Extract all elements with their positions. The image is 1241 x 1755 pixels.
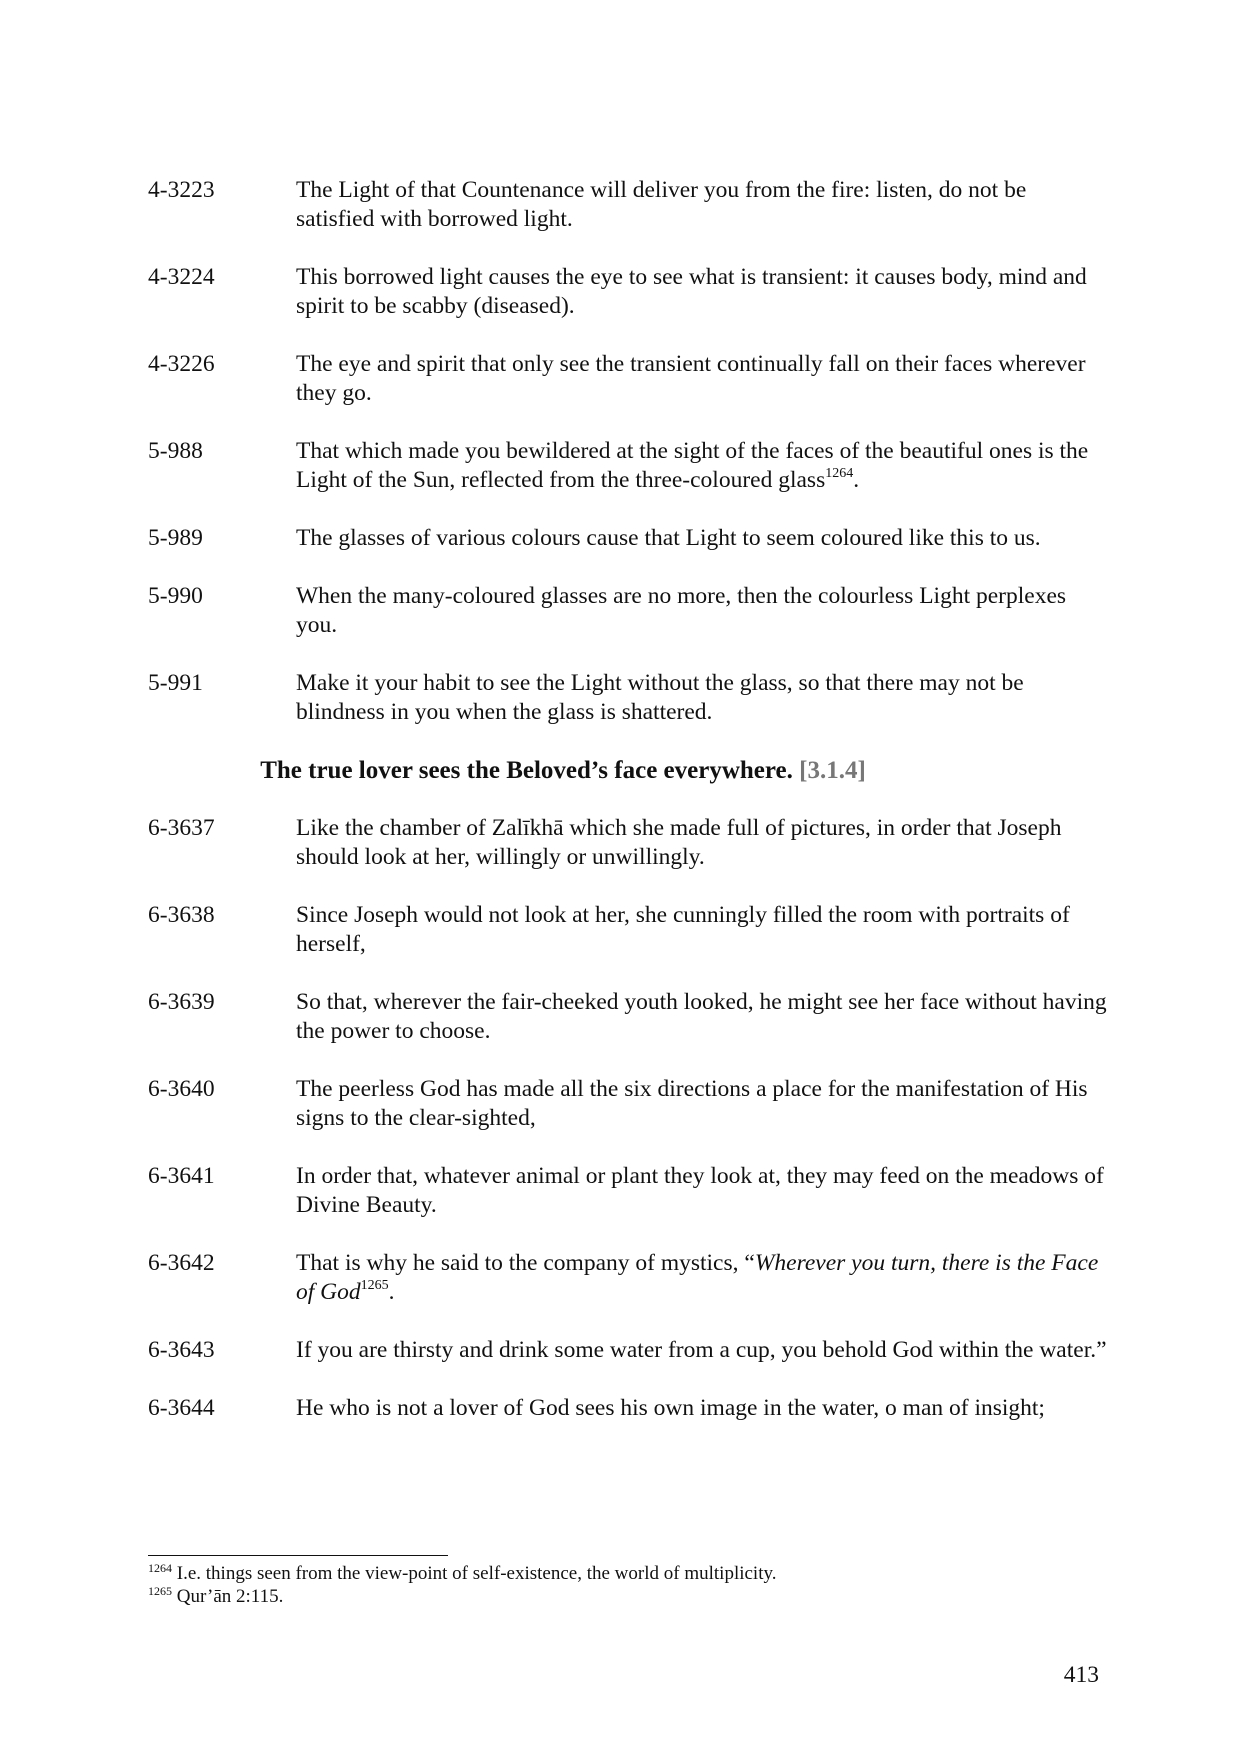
section-heading-title: The true lover sees the Beloved’s face everywhere. <box>260 757 793 784</box>
footnote-text: Qur’ān 2:115. <box>176 1586 284 1607</box>
verse-row <box>148 669 1108 727</box>
footnote-divider <box>148 1555 448 1556</box>
verse-row <box>148 1162 1108 1220</box>
verse-text-main: That which made you bewildered at the sight of the faces of the beautiful ones is the Light of the Sun, reflected from the three-coloured glass <box>296 438 1089 493</box>
verse-text: Make it your habit to see the Light without the glass, so that there may not be blindness in you when the glass is shattered. <box>296 670 1024 725</box>
footnote-number: 1264 <box>148 1561 172 1575</box>
verse-row <box>148 901 1108 959</box>
verse-number: 6-3643 <box>148 1337 215 1363</box>
verse-row <box>148 988 1108 1046</box>
verse-row <box>148 1249 1108 1307</box>
verse-row <box>148 263 1108 321</box>
verse-text: He who is not a lover of God sees his own image in the water, o man of insight; <box>296 1395 1045 1421</box>
footnote <box>148 1585 1048 1608</box>
verse-text: If you are thirsty and drink some water from a cup, you behold God within the water.” <box>296 1337 1107 1363</box>
verse-text: Like the chamber of Zalīkhā which she made full of pictures, in order that Joseph should look at her, willingly or unwillingly. <box>296 815 1062 870</box>
verse-number: 5-990 <box>148 583 203 609</box>
verse-text-end: . <box>853 467 860 493</box>
verse-text: So that, wherever the fair-cheeked youth looked, he might see her face without having the power to choose. <box>296 989 1107 1044</box>
verse-text: The peerless God has made all the six directions a place for the manifestation of His signs to the clear-sighted, <box>296 1076 1088 1131</box>
verse-number: 5-988 <box>148 438 203 464</box>
footnotes <box>148 1555 1048 1608</box>
verse-text <box>296 437 1108 495</box>
verse-row <box>148 350 1108 408</box>
footnote-text: I.e. things seen from the view-point of self-existence, the world of multiplicity. <box>176 1563 777 1584</box>
verse-number: 6-3639 <box>148 989 215 1015</box>
verse-number: 6-3640 <box>148 1076 215 1102</box>
verse-text <box>296 1249 1108 1307</box>
section-heading <box>148 756 1108 786</box>
verse-number: 6-3644 <box>148 1395 215 1421</box>
verse-row <box>148 1075 1108 1133</box>
verse-number: 6-3637 <box>148 815 215 841</box>
verse-row <box>148 814 1108 872</box>
verse-text-main: That is why he said to the company of mystics, “ <box>296 1250 755 1276</box>
verse-text: When the many-coloured glasses are no more, then the colourless Light perplexes you. <box>296 583 1067 638</box>
verse-text: This borrowed light causes the eye to see what is transient: it causes body, mind and spirit to be scabby (diseased). <box>296 264 1087 319</box>
verse-text: Since Joseph would not look at her, she cunningly filled the room with portraits of herself, <box>296 902 1070 957</box>
footnote-number: 1265 <box>148 1584 172 1598</box>
verse-number: 6-3641 <box>148 1163 215 1189</box>
footnote-marker[interactable]: 1265 <box>360 1278 389 1293</box>
verse-text: The glasses of various colours cause that Light to seem coloured like this to us. <box>296 525 1041 551</box>
verse-list <box>148 176 1108 1452</box>
verse-text: In order that, whatever animal or plant they look at, they may feed on the meadows of Divine Beauty. <box>296 1163 1104 1218</box>
verse-row <box>148 1336 1108 1365</box>
verse-row <box>148 176 1108 234</box>
verse-text-end: . <box>388 1279 395 1305</box>
quran-quote: Wherever you turn, there is the Face of God <box>296 1250 1099 1305</box>
verse-number: 6-3638 <box>148 902 215 928</box>
verse-number: 6-3642 <box>148 1250 215 1276</box>
verse-number: 4-3223 <box>148 177 215 203</box>
verse-text: The eye and spirit that only see the transient continually fall on their faces wherever they go. <box>296 351 1086 406</box>
verse-text: The Light of that Countenance will deliver you from the fire: listen, do not be satisfied with borrowed light. <box>296 177 1027 232</box>
verse-number: 5-991 <box>148 670 203 696</box>
verse-number: 4-3224 <box>148 264 215 290</box>
verse-row <box>148 524 1108 553</box>
verse-row <box>148 1394 1108 1423</box>
footnote <box>148 1562 1048 1585</box>
footnote-marker[interactable]: 1264 <box>825 466 854 481</box>
verse-row <box>148 582 1108 640</box>
verse-number: 4-3226 <box>148 351 215 377</box>
section-heading-ref[interactable]: [3.1.4] <box>799 757 866 784</box>
page-number: 413 <box>1063 1662 1099 1688</box>
verse-row <box>148 437 1108 495</box>
verse-number: 5-989 <box>148 525 203 551</box>
